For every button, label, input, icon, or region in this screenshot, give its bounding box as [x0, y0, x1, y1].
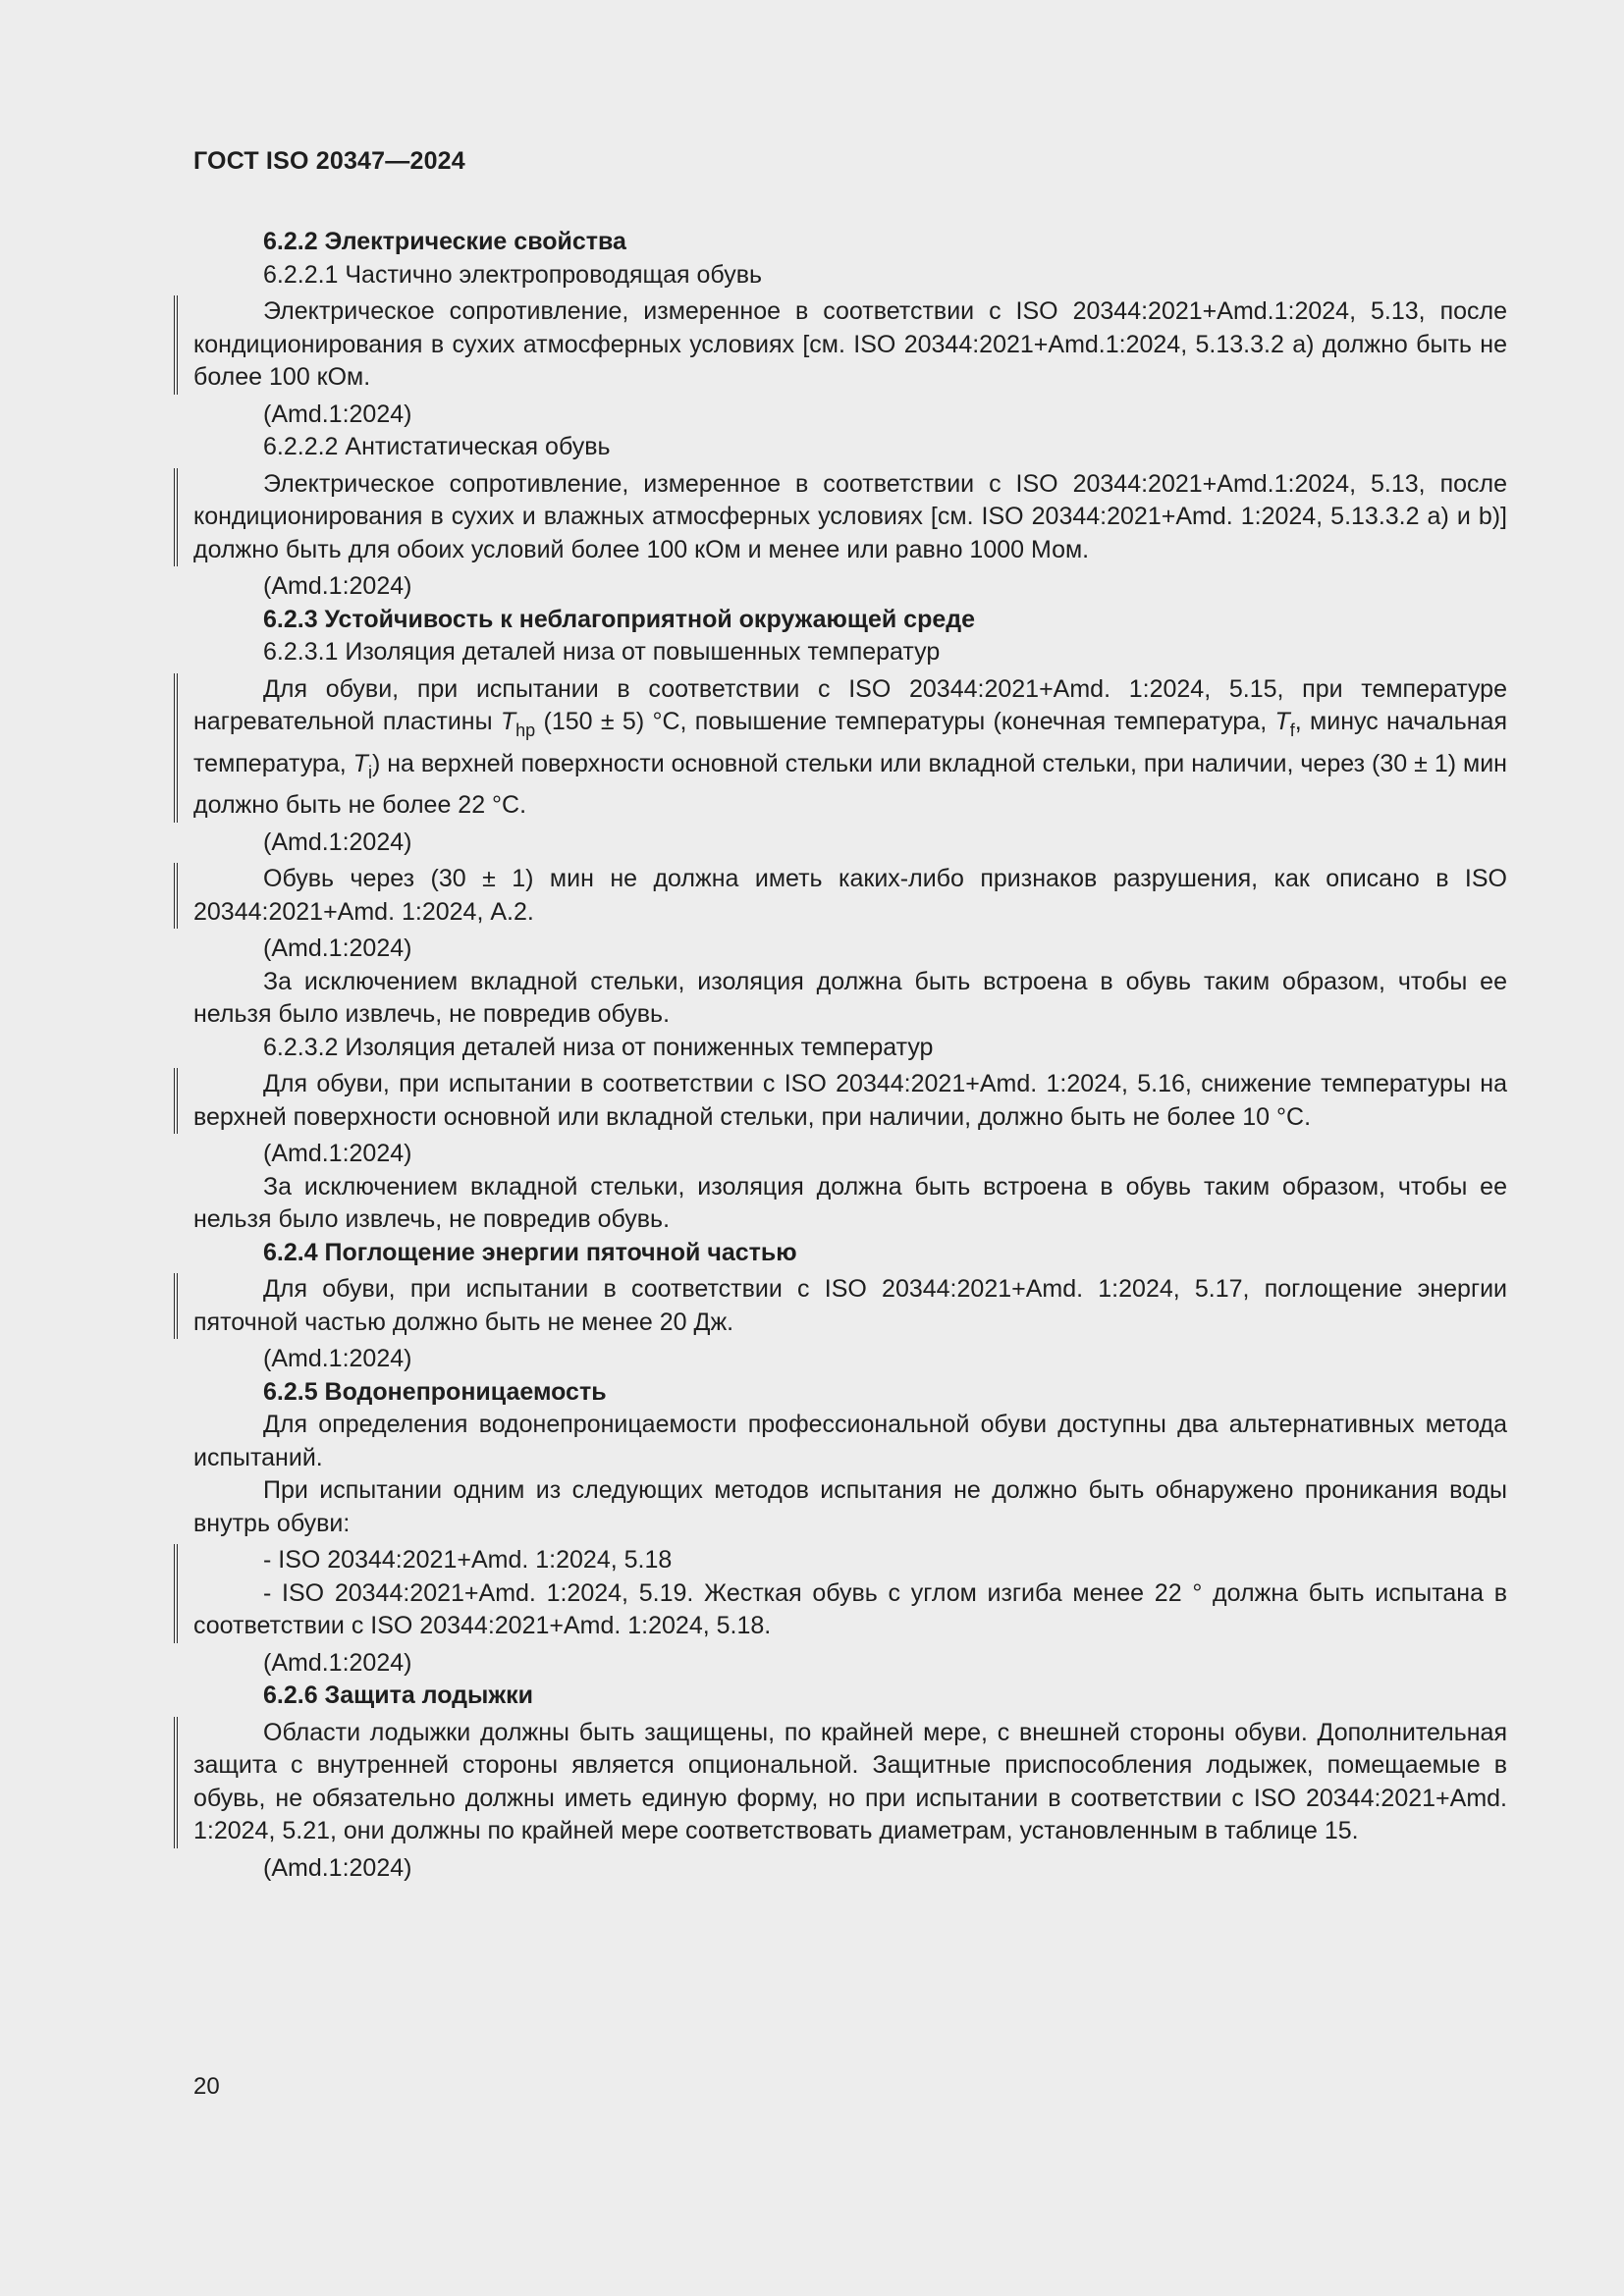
symbol-t: T [500, 708, 516, 735]
change-bar-block [174, 1717, 1507, 1848]
amendment-note: (Amd.1:2024) [263, 400, 412, 428]
heading-6-2-5: 6.2.5 Водонепроницаемость [263, 1377, 607, 1406]
symbol-subscript: i [367, 762, 372, 782]
amendment-note: (Amd.1:2024) [263, 828, 412, 856]
subheading-6-2-3-1: 6.2.3.1 Изоляция деталей низа от повышенных температур [263, 638, 941, 666]
subheading-6-2-2-1: 6.2.2.1 Частично электропроводящая обувь [263, 260, 762, 289]
text-run: Для обуви, при испытании в соответствии с ISO 20344:2021+Amd. 1:2024, 5.15, при температуре нагревательной пластины [193, 674, 1507, 735]
change-bar-block [174, 1068, 1507, 1134]
amendment-note: (Amd.1:2024) [263, 1140, 412, 1167]
amendment-note: (Amd.1:2024) [263, 1853, 412, 1882]
paragraph-6-2-6: Области лодыжки должны быть защищены, по крайней мере, с внешней стороны обуви. Дополнительная защита с внутренней стороны является опциональной. Защитные приспособления лодыжек, помещаемые в обувь, не обязательно должны иметь единую форму, но при испытании в соответствии с ISO 20344:2021+Amd. 1:2024, 5.21, они должны по крайней мере соответствовать диаметрам, установленным в таблице 15. [193, 1718, 1507, 1844]
list-item: - ISO 20344:2021+Amd. 1:2024, 5.19. Жесткая обувь с углом изгиба менее 22 ° должна быть испытана в соответствии с ISO 20344:2021+Amd. 1:2024, 5.18. [193, 1578, 1507, 1639]
heading-6-2-2: 6.2.2 Электрические свойства [263, 228, 626, 255]
page-number: 20 [193, 2073, 220, 2100]
symbol-t: T [1274, 708, 1290, 735]
subheading-6-2-3-2: 6.2.3.2 Изоляция деталей низа от пониженных температур [263, 1033, 934, 1061]
amendment-note: (Amd.1:2024) [263, 572, 412, 600]
amendment-note: (Amd.1:2024) [263, 1648, 412, 1677]
heading-6-2-4: 6.2.4 Поглощение энергии пяточной частью [263, 1238, 797, 1266]
change-bar-block [174, 863, 1507, 929]
paragraph-insulation-hot: За исключением вкладной стельки, изоляция должна быть встроена в обувь таким образом, чтобы ее нельзя было извлечь, не повредив обувь. [193, 967, 1507, 1028]
symbol-t: T [352, 749, 368, 777]
heading-6-2-3: 6.2.3 Устойчивость к неблагоприятной окружающей среде [263, 605, 976, 633]
symbol-subscript: hp [515, 721, 536, 740]
paragraph-6-2-3-1 [193, 673, 1507, 823]
paragraph-insulation-cold: За исключением вкладной стельки, изоляция должна быть встроена в обувь таким образом, чтобы ее нельзя было извлечь, не повредив обувь. [193, 1172, 1507, 1233]
paragraph-6-2-3-2: Для обуви, при испытании в соответствии с ISO 20344:2021+Amd. 1:2024, 5.16, снижение температуры на верхней поверхности основной или вкладной стельки, при наличии, должно быть не более 10 °С. [193, 1070, 1507, 1131]
change-bar-block [174, 295, 1507, 395]
running-header: ГОСТ ISO 20347—2024 [193, 147, 465, 175]
paragraph-destruction: Обувь через (30 ± 1) мин не должна иметь каких-либо признаков разрушения, как описано в ISO 20344:2021+Amd. 1:2024, А.2. [193, 865, 1507, 926]
subheading-6-2-2-2: 6.2.2.2 Антистатическая обувь [263, 433, 611, 460]
paragraph-6-2-5-methods: При испытании одним из следующих методов испытания не должно быть обнаружено проникания воды внутрь обуви: [193, 1476, 1507, 1537]
text-run: ) на верхней поверхности основной стельки или вкладной стельки, при наличии, через (30 ± 1) мин должно быть не более 22 °С. [193, 749, 1507, 819]
paragraph-6-2-2-1: Электрическое сопротивление, измеренное в соответствии с ISO 20344:2021+Amd.1:2024, 5.13, после кондиционирования в сухих атмосферных условиях [см. ISO 20344:2021+Amd.1:2024, 5.13.3.2 а) должно быть не более 100 кОм. [193, 297, 1507, 391]
paragraph-6-2-2-2: Электрическое сопротивление, измеренное в соответствии с ISO 20344:2021+Amd.1:2024, 5.13, после кондиционирования в сухих и влажных атмосферных условиях [см. ISO 20344:2021+Amd. 1:2024, 5.13.3.2 а) и b)] должно быть для обоих условий более 100 кОм и менее или равно 1000 Мом. [193, 469, 1507, 563]
text-run: (150 ± 5) °С, повышение температуры (конечная температура, [535, 708, 1275, 735]
change-bar-block [174, 673, 1507, 823]
change-bar-block [174, 1273, 1507, 1339]
amendment-note: (Amd.1:2024) [263, 1345, 412, 1372]
page-body [193, 226, 1507, 1885]
change-bar-block [174, 468, 1507, 567]
list-item: - ISO 20344:2021+Amd. 1:2024, 5.18 [263, 1546, 673, 1574]
paragraph-6-2-5-intro: Для определения водонепроницаемости профессиональной обуви доступны два альтернативных метода испытаний. [193, 1411, 1507, 1471]
symbol-subscript: f [1289, 721, 1295, 740]
text-run: , минус начальная температура, [193, 708, 1508, 777]
heading-6-2-6: 6.2.6 Защита лодыжки [263, 1682, 533, 1709]
paragraph-6-2-4: Для обуви, при испытании в соответствии с ISO 20344:2021+Amd. 1:2024, 5.17, поглощение энергии пяточной частью должно быть не менее 20 Дж. [193, 1275, 1507, 1336]
change-bar-block [174, 1544, 1507, 1643]
amendment-note: (Amd.1:2024) [263, 934, 412, 962]
